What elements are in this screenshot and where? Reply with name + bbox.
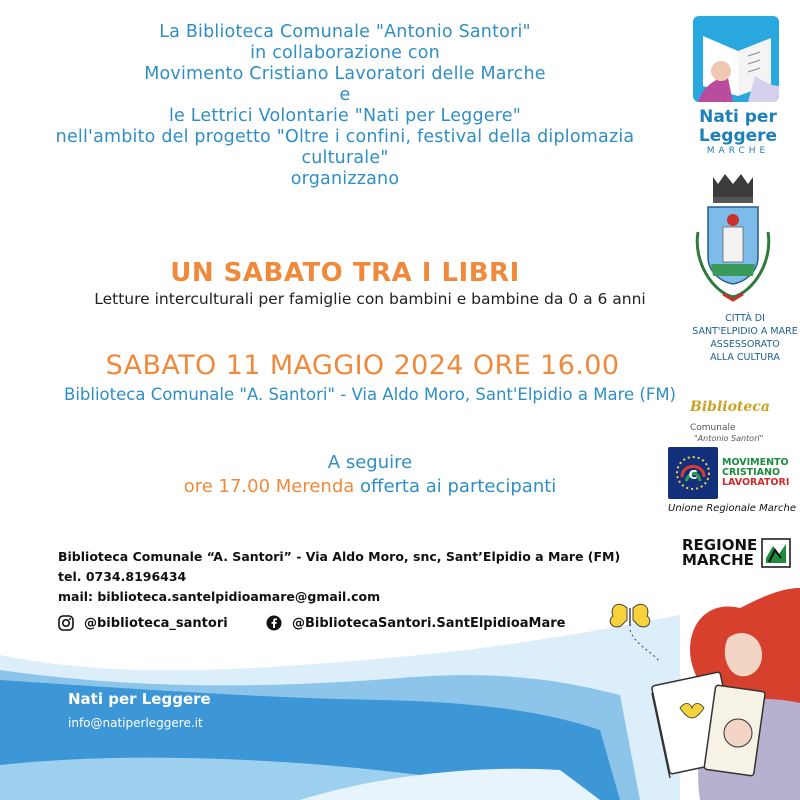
regione-name: [682, 538, 757, 568]
event-datetime: SABATO 11 MAGGIO 2024 ORE 16.00: [105, 350, 620, 381]
svg-text:C: C: [688, 468, 698, 482]
contact-email[interactable]: mail: biblioteca.santelpidioamare@gmail.com: [58, 589, 381, 604]
nati-per-leggere-logo: [693, 16, 783, 156]
facebook-icon: [266, 615, 282, 631]
biblio-subtitle: "Antonio Santori": [694, 434, 764, 443]
mcl-union: Unione Regionale Marche: [668, 503, 796, 514]
city-line: SANT'ELPIDIO A MARE: [692, 326, 798, 337]
mcl-line3: LAVORATORI: [722, 477, 790, 488]
biblio-wordmark: Biblioteca: [690, 399, 770, 415]
intro-line: Movimento Cristiano Lavoratori delle Marche: [144, 64, 546, 84]
contact-block: [58, 547, 620, 607]
facebook-link[interactable]: [266, 615, 565, 631]
npl-region: MARCHE: [706, 146, 770, 156]
regione-emblem-icon: [761, 538, 791, 568]
intro-line: culturale": [301, 148, 389, 168]
after-line: A seguire: [327, 452, 413, 473]
snack-line: [0, 476, 740, 497]
instagram-handle: @biblioteca_santori: [84, 615, 228, 631]
mcl-emblem-icon: [668, 447, 718, 499]
npl-title-line2: Leggere: [698, 126, 778, 146]
mcl-line1: MOVIMENTO: [722, 457, 789, 468]
intro-line: in collaborazione con: [250, 43, 440, 63]
intro-line: le Lettrici Volontarie "Nati per Leggere": [169, 106, 521, 126]
regione-line2: MARCHE: [682, 551, 754, 569]
footer-brand: Nati per Leggere: [68, 690, 211, 708]
event-subtitle: Letture interculturali per famiglie con bambini e bambine da 0 a 6 anni: [94, 290, 646, 308]
event-title: UN SABATO TRA I LIBRI: [170, 258, 520, 288]
mcl-name: [722, 458, 789, 488]
mcl-line2: CRISTIANO: [722, 467, 781, 478]
instagram-icon: [58, 615, 74, 631]
city-line: ALLA CULTURA: [710, 352, 780, 363]
event-place: Biblioteca Comunale "A. Santori" - Via Aldo Moro, Sant'Elpidio a Mare (FM): [64, 385, 676, 404]
intro-block: [0, 22, 690, 190]
intro-line: organizzano: [290, 169, 400, 189]
contact-address: Biblioteca Comunale “A. Santori” - Via Aldo Moro, snc, Sant’Elpidio a Mare (FM): [58, 549, 621, 564]
regione-marche-logo: [682, 538, 791, 568]
facebook-handle: @BibliotecaSantori.SantElpidioaMare: [292, 615, 566, 631]
biblio-comunale: Comunale: [690, 423, 736, 433]
biblioteca-logo: [690, 396, 800, 443]
regione-line1: REGIONE: [682, 536, 758, 554]
intro-line: nell'ambito del progetto "Oltre i confini, festival della diplomazia: [55, 127, 635, 147]
snack-offer: offerta ai partecipanti: [354, 476, 557, 497]
footer-email[interactable]: info@natiperleggere.it: [68, 716, 203, 730]
intro-line: e: [339, 85, 351, 105]
city-line: CITTÀ DI: [725, 313, 765, 324]
npl-reading-child-icon: [693, 16, 779, 102]
mcl-logo: [668, 447, 796, 514]
city-coat-of-arms-icon: [693, 172, 773, 307]
npl-title-line1: Nati per: [699, 107, 777, 127]
intro-line: La Biblioteca Comunale "Antonio Santori": [159, 22, 531, 42]
city-line: ASSESSORATO: [710, 339, 780, 350]
city-caption: [690, 312, 800, 364]
contact-phone[interactable]: tel. 0734.8196434: [58, 569, 187, 584]
butterfly-icon: [605, 600, 665, 670]
instagram-link[interactable]: [58, 615, 228, 631]
snack-time: ore 17.00 Merenda: [183, 476, 355, 497]
